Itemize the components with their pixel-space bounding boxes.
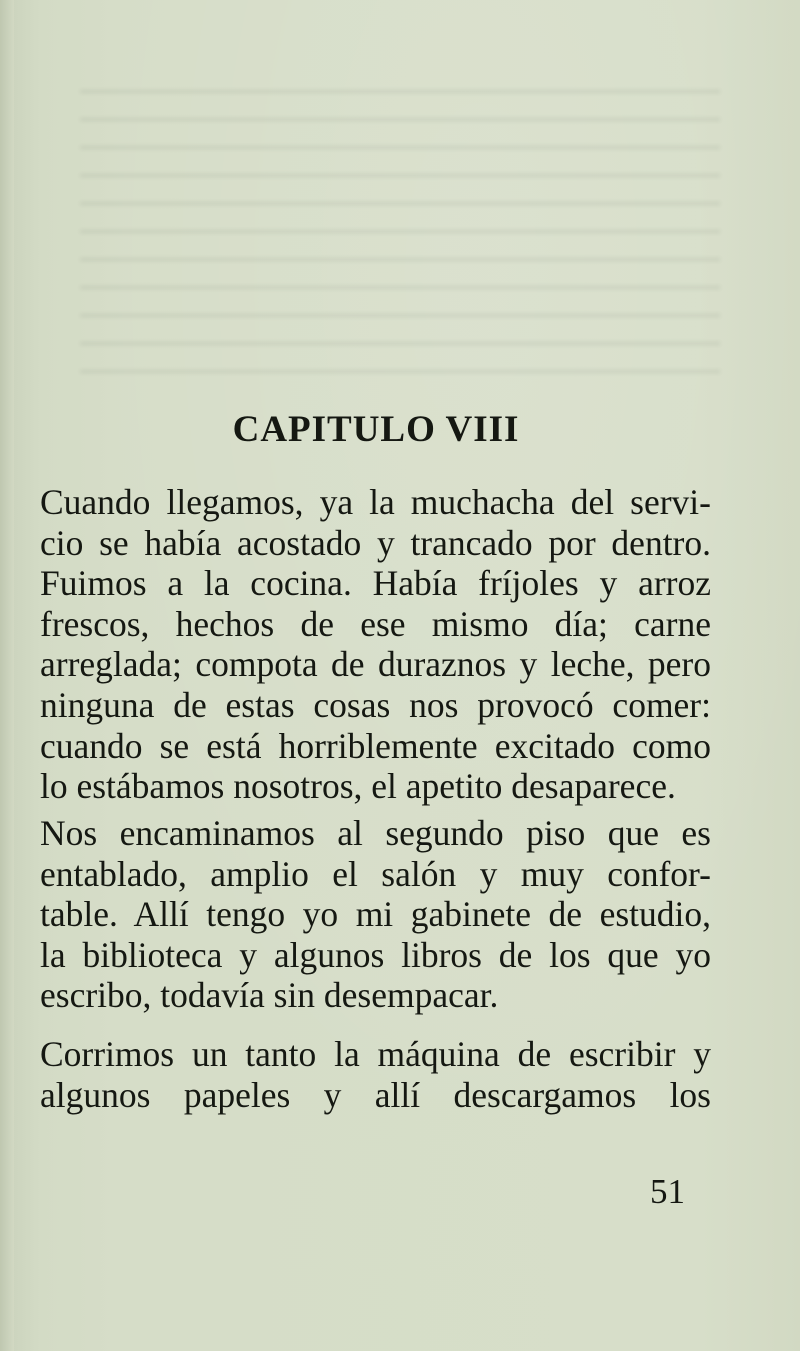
text-line: cio se había acostado y trancado por dentro. [40, 522, 711, 563]
text-line: entablado, amplio el salón y muy confor- [40, 853, 711, 894]
text-line: Nos encaminamos al segundo piso que es [40, 813, 711, 853]
text-line: Corrimos un tanto la máquina de escribir y [40, 1034, 711, 1074]
text-line: Cuando llegamos, ya la muchacha del servi- [40, 482, 711, 522]
text-line: Fuimos a la cocina. Había fríjoles y arroz [40, 563, 711, 604]
chapter-title: CAPITULO VIII [232, 409, 520, 450]
show-through-text [80, 90, 720, 390]
paragraph-2 [40, 813, 711, 1016]
paragraph-3 [40, 1034, 711, 1115]
paragraph-1 [40, 482, 711, 807]
text-line: cuando se está horriblemente excitado como [40, 725, 711, 766]
text-line: escribo, todavía sin desempacar. [40, 975, 499, 1016]
page-gutter [0, 0, 14, 1351]
text-line: la biblioteca y algunos libros de los que yo [40, 934, 711, 975]
text-line: algunos papeles y allí descargamos los [40, 1074, 711, 1115]
text-line: lo estábamos nosotros, el apetito desaparece. [40, 766, 676, 807]
text-line: table. Allí tengo yo mi gabinete de estudio, [40, 894, 711, 935]
text-line: frescos, hechos de ese mismo día; carne [40, 603, 711, 644]
page-number: 51 [650, 1172, 685, 1211]
text-line: arreglada; compota de duraznos y leche, pero [40, 644, 711, 685]
text-line: ninguna de estas cosas nos provocó comer: [40, 684, 711, 725]
